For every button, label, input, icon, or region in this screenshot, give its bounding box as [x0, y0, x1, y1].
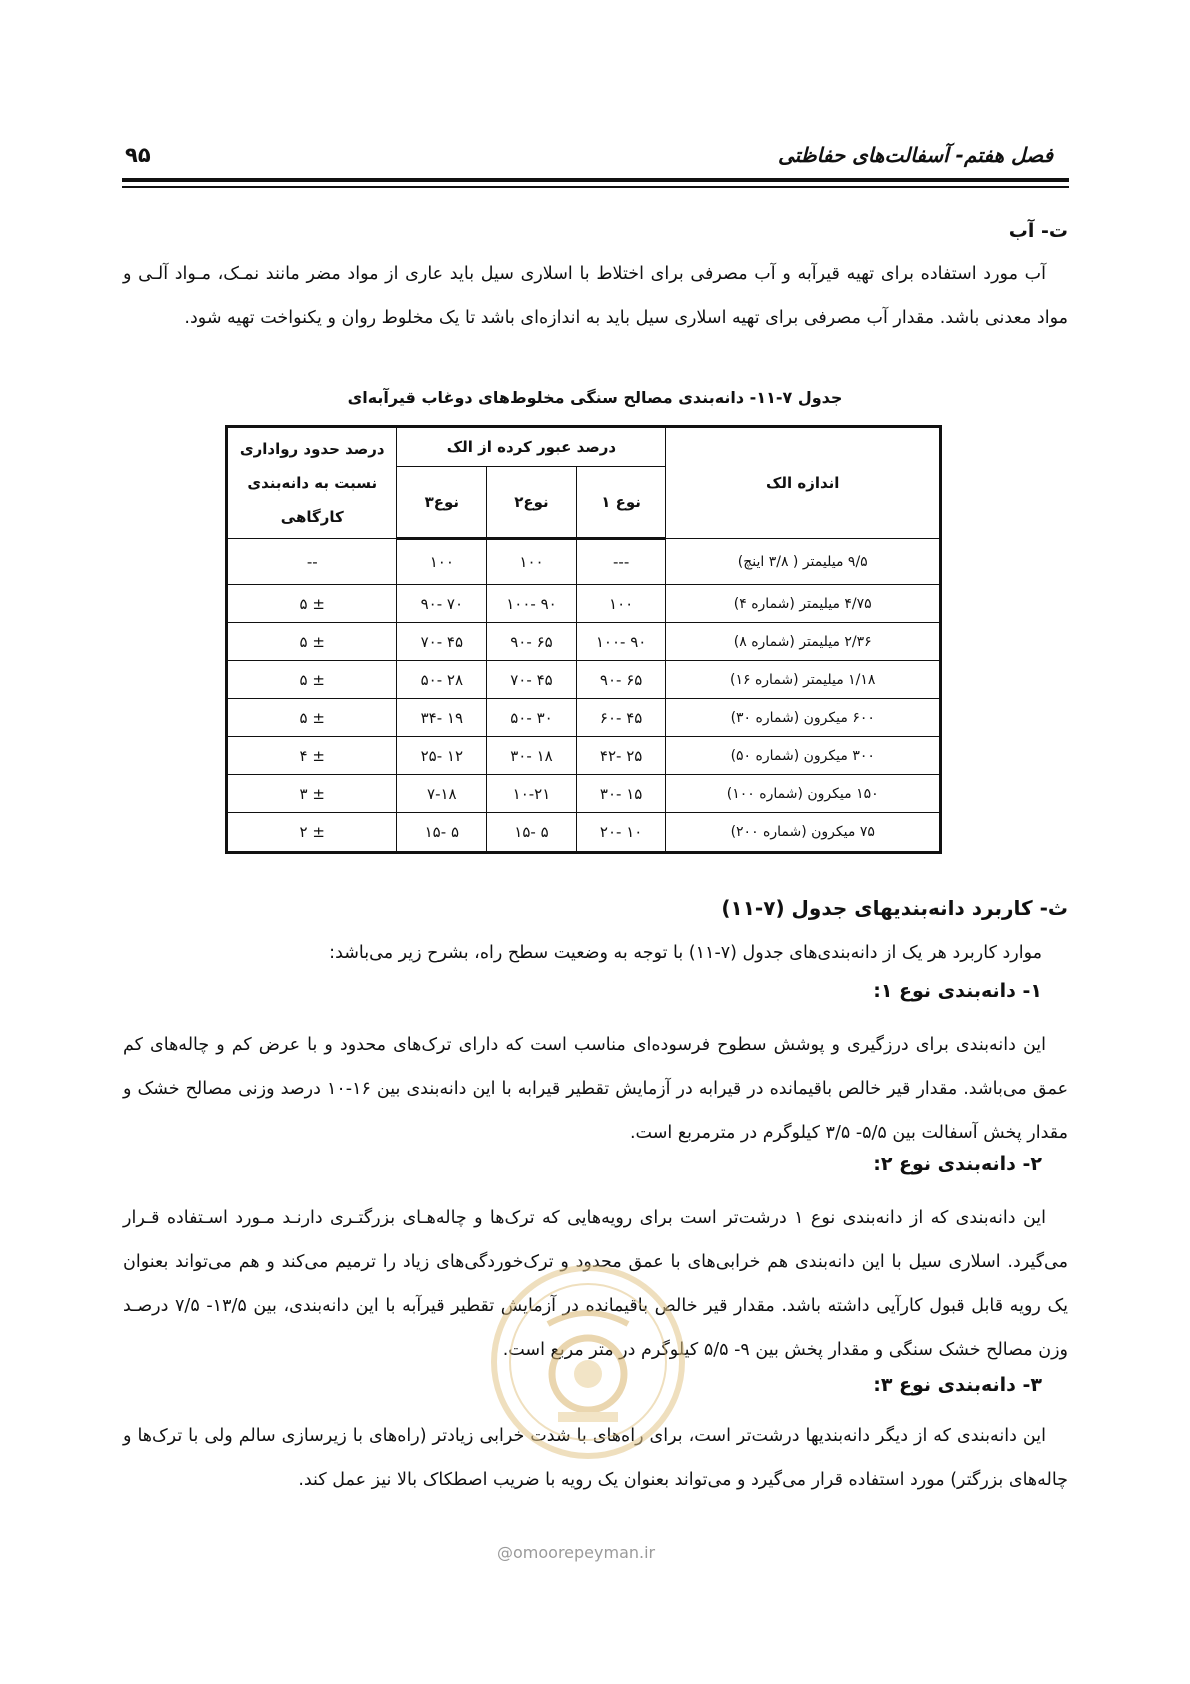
table-row: [227, 539, 941, 585]
tolerance-cell: ± ۴: [227, 737, 397, 775]
page-number: ۹۵: [125, 143, 151, 167]
type-1-cell: ۱۵ -۳۰: [576, 775, 666, 813]
header-type-2: نوع۲: [487, 467, 577, 539]
section-water-paragraph: آب مورد استفاده برای تهیه قیرآبه و آب مصرفی برای اختلاط با اسلاری سیل باید عاری از مواد مضر مانند نمـک، مـواد آلـی و مواد معدنی باشد. مقدار آب مصرفی برای تهیه اسلاری سیل باید به اندازه‌ای باشد تا یک مخلوط روان و یکنواخت تهیه شود.: [123, 264, 1068, 328]
watermark-seal-logo: [488, 1262, 688, 1462]
sieve-size-cell: ۳۰۰ میکرون (شماره ۵۰): [666, 737, 941, 775]
type-2-cell: ۳۰ -۵۰: [487, 699, 577, 737]
grading-table: [225, 425, 942, 854]
table-row: [227, 623, 941, 661]
type-1-cell: ۹۰ -۱۰۰: [576, 623, 666, 661]
tolerance-cell: ± ۵: [227, 699, 397, 737]
tolerance-cell: ± ۲: [227, 813, 397, 853]
type-3-cell: ۱۲ -۲۵: [397, 737, 487, 775]
header-rule-thick: [122, 178, 1069, 182]
section-usage-heading: ث- کاربرد دانه‌بندیهای جدول (۷-۱۱): [721, 896, 1068, 920]
table-row: [227, 661, 941, 699]
tolerance-cell: --: [227, 539, 397, 585]
type-1-cell: ۱۰ -۲۰: [576, 813, 666, 853]
type-2-cell: ۶۵ -۹۰: [487, 623, 577, 661]
header-type-1: نوع ۱: [576, 467, 666, 539]
type-2-cell: ۱۰۰: [487, 539, 577, 585]
section-water-heading: ت- آب: [1008, 220, 1068, 242]
type-3-cell: ۱۹ -۳۴: [397, 699, 487, 737]
type3-heading: ۳- دانه‌بندی نوع ۳:: [873, 1374, 1042, 1396]
sieve-size-cell: ۱/۱۸ میلیمتر (شماره ۱۶): [666, 661, 941, 699]
tolerance-cell: ± ۵: [227, 661, 397, 699]
table-row: [227, 737, 941, 775]
table-header-row: [227, 427, 941, 467]
header-rule-thin: [122, 186, 1069, 188]
sieve-size-cell: ۲/۳۶ میلیمتر (شماره ۸): [666, 623, 941, 661]
type-2-cell: ۱۰-۲۱: [487, 775, 577, 813]
sieve-size-cell: ۶۰۰ میکرون (شماره ۳۰): [666, 699, 941, 737]
type-3-cell: ۱۰۰: [397, 539, 487, 585]
type-3-cell: ۷-۱۸: [397, 775, 487, 813]
type-1-cell: ---: [576, 539, 666, 585]
sieve-size-cell: ۹/۵ میلیمتر ( ۳/۸ اینچ): [666, 539, 941, 585]
tolerance-cell: ± ۳: [227, 775, 397, 813]
table-row: [227, 585, 941, 623]
type-2-cell: ۱۸ -۳۰: [487, 737, 577, 775]
type-1-cell: ۴۵ -۶۰: [576, 699, 666, 737]
type-3-cell: ۷۰ -۹۰: [397, 585, 487, 623]
type2-heading: ۲- دانه‌بندی نوع ۲:: [873, 1153, 1042, 1175]
table-row: [227, 699, 941, 737]
type-1-cell: ۱۰۰: [576, 585, 666, 623]
type2-paragraph: این دانه‌بندی که از دانه‌بندی نوع ۱ درشت‌تر است برای رویه‌هایی که ترک‌ها و چاله‌هـای بزرگتـری دارنـد مـورد اسـتفاده قـرار می‌گیرد. اسلاری سیل با این دانه‌بندی هم خرابی‌های با عمق محدود و ترک‌خوردگی‌های زیاد را ترمیم می‌کند و هم می‌تواند بعنوان یک رویه قابل قبول کارآیی داشته باشد. مقدار قیر خالص باقیمانده در آزمایش تقطیر قیرآبه با این دانه‌بندی، بین ۱۳/۵- ۷/۵ درصـد وزن مصالح خشک سنگی و مقدار پخش بین ۹- ۵/۵ کیلوگرم در متر مربع است.: [123, 1208, 1068, 1360]
type1-paragraph: این دانه‌بندی برای درزگیری و پوشش سطوح فرسوده‌ای مناسب است که دارای ترک‌های محدود و با عرض کم و چاله‌های کم عمق می‌باشد. مقدار قیر خالص باقیمانده در قیرابه در آزمایش تقطیر قیرابه با این دانه‌بندی بین ۱۶-۱۰ درصد وزنی مصالح خشک و مقدار پخش آسفالت بین ۵/۵- ۳/۵ کیلوگرم در مترمربع است.: [123, 1035, 1069, 1143]
tolerance-cell: ± ۵: [227, 585, 397, 623]
type-3-cell: ۵ -۱۵: [397, 813, 487, 853]
table-body: [227, 539, 941, 853]
type-2-cell: ۴۵ -۷۰: [487, 661, 577, 699]
header-percent-passing: درصد عبور کرده از الک: [397, 427, 666, 467]
section-usage-intro: موارد کاربرد هر یک از دانه‌بندی‌های جدول (۷-۱۱) با توجه به وضعیت سطح راه، بشرح زیر می‌باشد:: [329, 943, 1042, 963]
watermark-url: @omoorepeyman.ir: [497, 1543, 656, 1562]
type3-paragraph: این دانه‌بندی که از دیگر دانه‌بندیها درشت‌تر است، برای راه‌های با شدت خرابی زیادتر (راه‌های با زیرسازی سالم ولی با ترک‌ها و چاله‌های بزرگتر) مورد استفاده قرار می‌گیرد و می‌تواند بعنوان یک رویه با ضریب اصطکاک بالا نیز عمل کند.: [123, 1426, 1068, 1490]
type-2-cell: ۵ -۱۵: [487, 813, 577, 853]
table-row: [227, 813, 941, 853]
header-sieve-size: اندازه الک: [666, 427, 941, 539]
type-3-cell: ۴۵ -۷۰: [397, 623, 487, 661]
type1-heading: ۱- دانه‌بندی نوع ۱:: [873, 980, 1042, 1002]
tolerance-cell: ± ۵: [227, 623, 397, 661]
type-1-cell: ۲۵ -۴۲: [576, 737, 666, 775]
sieve-size-cell: ۷۵ میکرون (شماره ۲۰۰): [666, 813, 941, 853]
header-tolerance: درصد حدود رواداری نسبت به دانه‌بندی کارگاهی: [227, 427, 397, 539]
table-row: [227, 775, 941, 813]
table-caption: جدول ۷-۱۱- دانه‌بندی مصالح سنگی مخلوط‌های دوغاب قیرآبه‌ای: [347, 388, 843, 407]
type-1-cell: ۶۵ -۹۰: [576, 661, 666, 699]
running-title: فصل هفتم- آسفالت‌های حفاظتی: [778, 143, 1053, 167]
sieve-size-cell: ۱۵۰ میکرون (شماره ۱۰۰): [666, 775, 941, 813]
type-2-cell: ۹۰ -۱۰۰: [487, 585, 577, 623]
type-3-cell: ۲۸ -۵۰: [397, 661, 487, 699]
header-type-3: نوع۳: [397, 467, 487, 539]
sieve-size-cell: ۴/۷۵ میلیمتر (شماره ۴): [666, 585, 941, 623]
